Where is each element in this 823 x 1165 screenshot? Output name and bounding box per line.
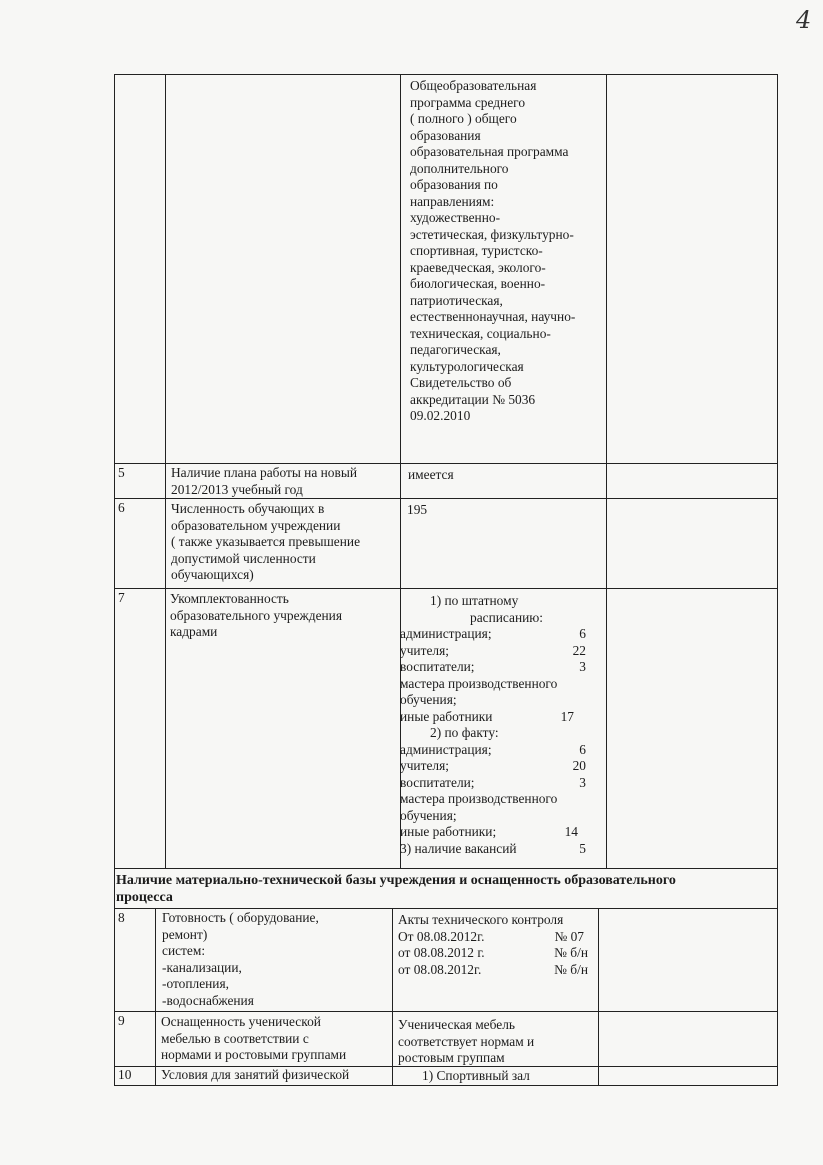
col-line <box>777 74 778 1085</box>
col-line <box>155 908 156 1085</box>
col-line <box>598 908 599 1085</box>
staff-row: 3) наличие вакансий 5 <box>400 840 586 856</box>
row-line <box>114 463 778 464</box>
staff-row: обучения; <box>400 692 457 707</box>
row-line <box>114 908 778 909</box>
staff-row: иные работники; 14 <box>400 824 578 839</box>
act-row: от 08.08.2012 г. № б/н <box>398 945 588 960</box>
acts-block <box>398 912 598 978</box>
row-value: 1) Спортивный зал <box>422 1068 530 1083</box>
staff-row: обучения; <box>400 807 457 823</box>
section-heading: Наличие материально-технической базы учреждения и оснащенность образовательного процесса <box>116 873 676 905</box>
col-line <box>114 74 115 1085</box>
row-name: Условия для занятий физической <box>161 1067 350 1082</box>
staff-row: воспитатели; 3 <box>400 774 586 790</box>
row-number: 9 <box>118 1013 125 1028</box>
row-number: 6 <box>118 500 125 515</box>
staff-row: мастера производственного <box>400 675 558 691</box>
staff-row: учителя; 22 <box>400 642 586 658</box>
act-row: от 08.08.2012г. № б/н <box>398 961 588 977</box>
row-line <box>114 1011 778 1012</box>
programs-cell: Общеобразовательная программа среднего ( полного ) общего образования образовательная программа дополнительного образования по направлениям: художественно- эстетическая, физкультурно- спортивная, туристско- краеведческая, эколого- биологическая, военно- патриотическая, естественнонаучная, научно- техническая, социально- педагогическая, культурологическая Свидетельство об аккредитации № 5036 09.02.2010 <box>410 78 576 423</box>
staff-heading: 2) по факту: <box>430 725 499 740</box>
staff-row: учителя; 20 <box>400 758 586 773</box>
row-line <box>114 74 778 75</box>
row-line <box>114 868 778 869</box>
row-number: 5 <box>118 465 125 480</box>
row-name: Укомплектованность образовательного учреждения кадрами <box>170 591 343 639</box>
page-number: 4 <box>796 6 812 34</box>
col-line <box>392 908 393 1085</box>
acts-title: Акты технического контроля <box>398 912 564 927</box>
staff-heading: расписанию: <box>470 609 544 625</box>
staff-row: администрация; 6 <box>400 741 586 757</box>
row-name: Численность обучающих в образовательном учреждении ( также указывается превышение допустимой численности обучающихся) <box>171 501 361 582</box>
staff-row: иные работники 17 <box>400 708 574 724</box>
staff-heading: 1) по штатному <box>430 593 519 608</box>
row-number: 7 <box>118 590 125 605</box>
act-row: От 08.08.2012г. № 07 <box>398 928 584 944</box>
staff-row: мастера производственного <box>400 791 558 806</box>
row-name: Оснащенность ученической мебелью в соответствии с нормами и ростовыми группами <box>161 1014 347 1062</box>
row-number: 10 <box>118 1067 132 1082</box>
row-line <box>114 1085 778 1086</box>
row-line <box>114 498 778 499</box>
row-name: Готовность ( оборудование, ремонт) систем: -канализации, -отопления, -водоснабжения <box>162 910 319 1008</box>
staff-row: воспитатели; 3 <box>400 659 586 674</box>
row-value: Ученическая мебель соответствует нормам и ростовым группам <box>398 1017 535 1065</box>
staff-row: администрация; 6 <box>400 626 586 641</box>
row-value: 195 <box>407 502 428 517</box>
row-value: имеется <box>408 467 454 482</box>
row-line <box>114 588 778 589</box>
row-name: Наличие плана работы на новый 2012/2013 учебный год <box>171 465 357 497</box>
staff-block <box>400 593 590 857</box>
col-line <box>165 74 166 868</box>
row-number: 8 <box>118 910 125 925</box>
